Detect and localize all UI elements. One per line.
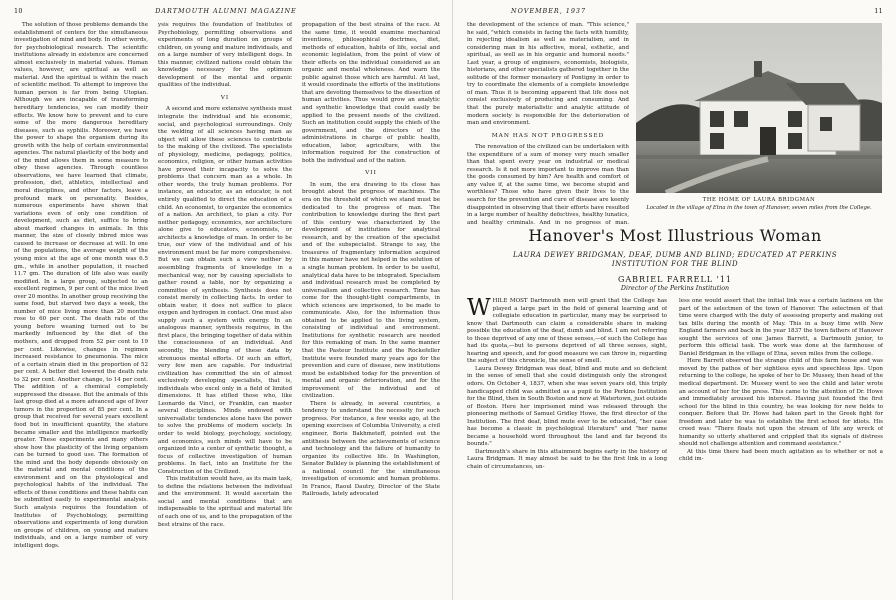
right-column-2 (467, 298, 667, 596)
body-paragraph (679, 449, 883, 464)
paragraph-text: less one would assert that the initial link was a certain laziness on the part of the selectmen of the town of Hanover. The selectmen of that time were charged with the duty of assessing property and making out tax bills during the month of May. This in a busy time with New England farmers and back in the year 1837 the town fathers of Hanover sought the services of one James Barrett, a Dartmouth junior, to perform this official task. The work was done at the farmhouse of Daniel Bridgman in the village of Etna, seven miles from the college. (679, 298, 883, 357)
section-heading: MAN HAS NOT PROGRESSED (491, 132, 605, 139)
paragraph-text: The renovation of the civilized can be undertaken with the expenditure of a sum of money very much smaller than that spent every year on industrial or medical research. Is it not more important to improve man than the goods consumed by him? Are health and comfort of any value if, at the same time, we become stupid and worthless? Those who have given their lives to the search for the prevention and cure of disease are keenly disappointed in observing that their efforts have resulted in a large number of healthy defectives, healthy lunatics, and healthy criminals. And in no progress of man. (467, 144, 629, 226)
body-paragraph (302, 22, 440, 165)
paragraph-text: Dartmouth's share in this attainment begins early in the history of Laura Bridgman. It may almost be said to be the first link in a long chain of circumstances, un- (467, 448, 667, 471)
right-page (452, 0, 896, 600)
paragraph-text: In sum, the era drawing to its close has brought about the progress of machines. The era on the threshold of which we stand must be dedicated to the progress of man. The contribution to knowledge during the first part of this century was characterized by the development of institutions for analytical research, and by the creation of the specialist and of the subspecialist. Strange to say, the treasures of fragmentary information acquired in this manner have not helped in the solution of a single human problem. In order to be useful, analytical data have to be integrated. Specialism and individual research must be completed by universalism and collective research. Time has come for the thought-tight compartments, in which sciences are imprisoned, to be made to communicate. Also, for the information thus obtained to be applied to the living system, consisting of individual and environment. Institutions for synthetic research are needed for this remaking of man. In the same manner that the Pasteur Institute and the Rockefeller Institute were founded many years ago for the prevention and cure of disease, new institutions must be established today for the prevention of mental and organic deterioration, and for the improvement of the individual and of civilization. (302, 181, 440, 400)
paragraph-text: There is already, in several countries, a tendency to understand the necessity for such progress. For instance, a few weeks ago, at the opening exercises of Columbia University, a civil engineer, Boris Bakhmeteff, pointed out the antithesis between the achievements of science and technology and the failure of humanity to organize its collective life. In Washington, Senator Bulkley is planning the establishment of a national council for the simultaneous investigation of economic and human problems. In France, Raoul Dautry, Director of the State Railroads, lately advocated (302, 400, 440, 498)
body-paragraph (679, 298, 883, 358)
body-paragraph (14, 22, 148, 550)
paragraph-text: the development of the science of man. "This science," he said, "which consists in facing the facts with humility, in rejecting idealism as well as materialism, and in considering man in his affective, moral, esthetic, and spiritual, as well as in his organic and humoral needs." Last year, a group of engineers, economists, biologists, historians, and other specialists gathered together in the solitude of the former monastery of Pontigny in order to try to coordinate the elements of a complete knowledge of man. Thus it is becoming apparent that life does not consist exclusively of producing and consuming. And that the purely materialistic and analytic attitude of modern society is responsible for the deterioration of man and environment. (467, 22, 629, 127)
body-paragraph (467, 449, 667, 472)
window (734, 111, 748, 127)
right-column-3 (679, 298, 883, 596)
paragraph-text: A second and more extensive synthesis must integrate the individual and his economic, social, and psychological surroundings. Only the welding of all sciences having man as object will allow these sciences to contribute to the making of the civilized. The specialists of physiology, medicine, pedagogy, politics, economics, religion, or other human activities have proved their incapacity to solve the problems that concern man as a whole. In other words, the truly human problems. For instance, an educator, as an educator, is not entirely qualified to direct the education of a child. An economist, to organize the economics of a nation. An architect, to plan a city. For neither pedagogy, economics, nor architecture alone give to educators, economists, or architects a knowledge of man. In order to be true, our view of the individual and of his environment must be far more comprehensive. But we can obtain such a view neither by assembling fragments of knowledge in a mechanical way, nor by causing specialists to gather round a table, nor by organizing a committee of synthesis. Synthesis does not consist merely in collecting facts. In order to obtain water, it does not suffice to place oxygen and hydrogen in contact. One must also supply such a system with energy. In an analogous manner, synthesis requires, in the first place, the bringing together of data within the consciousness of an individual. And secondly, the blending of these data by strenuous mental efforts. Of such an effort, very few men are capable. For industrial civilization has committed the sin of almost exclusively developing specialists, that is, individuals who excel only in a field of limited dimensions. It has stifled those who, like Leonardo da Vinci, or Franklin, can master several disciplines. Minds endowed with universalistic tendencies alone have the power to solve the problems of modern society. In order to weld biology, psychology, sociology, and economics, such minds will have to be organized into a center of synthetic thought, a focus of collective investigation of human problems. In fact, into an Institute for the Construction of the Civilized. (158, 106, 292, 475)
running-head-title: DARTMOUTH ALUMNI MAGAZINE (155, 7, 297, 15)
paragraph-text: This institution would have, as its main task, to define the relations between the individual and the environment. It would ascertain the social and mental conditions that are indispensable to the spiritual and material life of each one of us, and to the propagation of the best strains of the race. (158, 476, 292, 528)
body-paragraph (467, 22, 629, 128)
left-column-2 (158, 22, 292, 596)
right-column-1 (467, 22, 629, 227)
page-number-right: 11 (874, 7, 883, 15)
photo-caption-title: THE HOME OF LAURA BRIDGMAN (702, 197, 816, 203)
article-subtitle: LAURA DEWEY BRIDGMAN, DEAF, DUMB AND BLIND; EDUCATED AT PERKINS INSTITUTION FOR THE BLIND (512, 251, 838, 269)
bridgman-home-photo (636, 23, 882, 193)
paragraph-text: The solution of those problems demands the establishment of centers for the simultaneous investigation of mind and body. In other words, for psychobiological research. The scientific institutions already in existence are concerned almost exclusively in material values. Human values, however, are spiritual as well as material. And the spiritual is within the reach of scientific method. To attempt to improve the human person is far from being Utopian. Although we are incapable of transforming hereditary tendencies, we can modify their effects. We know how to prevent and to cure some of the more dangerous hereditary diseases, such as syphilis. Moreover, we have the power to shape the organism during its growth with the help of certain environmental agencies. The natural plasticity of the body and of the mind allows them in some measure to obey these agencies. Through countless observations, we have learned that climate, profession, diet, athletics, intellectual and moral disciplines, and other factors, leave a profound mark on personality. Besides, numerous experiments have shown that variations even of only one condition of development, such as diet, suffice to bring about marked changes in animals. In this manner, the size of closely inbred mice was caused to increase or decrease at will. In one of the populations, the average weight of the young mice at the age of one month was 6.5 gm., while in another population, it reached 11.7 gm. The duration of life also was easily modified. In a large group, subjected to an excellent regimen, 9 per cent of the mice lived over 20 months. In another group receiving the same food, but starved two days a week, the number of mice living more than 20 months rose to 60 per cent. The death rate of the young before weaning turned out to be markedly influenced by the diet of the mothers, and dropped from 52 per cent to 19 per cent. Likewise, changes in regimen increased resistance to pneumonia. The mice of a certain strain died in the proportion of 52 per cent. A better diet lowered the death rate to 32 per cent. Another change, to 14 per cent. The addition of a chemical completely suppressed the disease. But the animals of this last group died at a more advanced age of liver tumors in the proportion of 85 per cent. In a group that received for several years excellent food but in insufficient quantity, the stature became smaller and the intelligence markedly greater. These experiments and many others show how the plasticity of the living organism can be turned to good use. The formation of the mind and the body depends obviously on the material and mental conditions of the environment and on the physiological and psychological habits of the individual. The effects of these conditions and these habits can be submitted easily to experimental analysis. Such analysis requires the foundation of Institutes of Psychobiology, permitting observations and experiments of long duration on groups of children, on young and mature individuals, and on a large number of very intelligent dogs. (14, 22, 148, 549)
page-number-left: 10 (14, 7, 23, 15)
paragraph-text: At this time there had been much agitation as to whether or not a child im- (679, 448, 883, 463)
left-column-1 (14, 22, 148, 596)
paragraph-text: Here Barrett observed the strange child of this farm house and was moved by the pathos of her sightless eyes and speechless lips. Upon returning to the college, he spoke of her to Dr. Mussey, then head of the medical department. Dr. Mussey went to see the child and later wrote an account of her for the press. This came to the attention of Dr. Howe and immediately aroused his interest. Having just founded the first school for the blind in this country, he was looking for new fields to conquer. Before that Dr. Howe had taken part in the Greek fight for freedom and later he was to establish the first school for idiots. His creed was: "There floats not upon the stream of life any wreck of humanity so utterly shattered and crippled that its signals of distress should not challenge attention and command assistance." (679, 358, 883, 448)
body-paragraph (158, 106, 292, 476)
body-paragraph (679, 358, 883, 449)
body-paragraph (302, 182, 440, 401)
body-paragraph (158, 22, 292, 90)
body-paragraph (467, 144, 629, 227)
paragraph-text: Laura Dewey Bridgman was deaf, blind and mute and so deficient in the sense of smell that she could distinguish only the strongest odors. On October 4, 1837, when she was seven years old, this triply handicapped child was admitted as a pupil to the Perkins Institution for the Blind, then in South Boston and now at Watertown, just outside of Boston. Here her imprisoned mind was released through the pioneering methods of Samuel Gridley Howe, the first director of the Institution. The first deaf, blind mute ever to be educated, "her case has become a classic in psychological literature" and "her name became a household word throughout the land and far beyond its bounds." (467, 365, 667, 448)
window (788, 111, 802, 127)
section-heading: VI (220, 94, 230, 101)
farmhouse-illustration (636, 23, 882, 193)
body-paragraph (467, 298, 667, 366)
drop-cap: W (467, 298, 491, 321)
author-role: Director of the Perkins Institution (620, 285, 730, 292)
window (788, 133, 802, 149)
body-paragraph (467, 366, 667, 449)
section-heading: VII (365, 170, 377, 177)
paragraph-text: ysis requires the foundation of Institutes of Psychobiology, permitting observations and experiments of long duration on groups of children, on young and mature individuals, and on a large number of very intelligent dogs. In this manner, civilized nations could obtain the knowledge necessary for the optimum development of the mental and organic qualities of the individual. (158, 22, 292, 89)
front-door (760, 127, 776, 155)
paragraph-text: propagation of the best strains of the race. At the same time, it would examine mechanical inventions, philosophical doctrines, diet, methods of education, habits of life, social and economic legislation, from the point of view of their effects on the individual considered as an organic and mental wholeness. And warn the public against those which are harmful. At last, it would coordinate the efforts of the institutions that are devoting themselves to the dissection of human activities. Thus would grow an analytic and synthetic knowledge that could easily be applied to the present needs of the civilized. Such an institution could supply the chiefs of the government, and the directors of the administrations in charge of public health, education, labor, agriculture, with the information required for the construction of both the individual and of the nation. (302, 22, 440, 164)
chimney (754, 61, 762, 77)
paragraph-text: HILE MOST Dartmouth men will grant that the College has played a large part in the field of general learning and of collegiate education in particular, many may be surprised to know that Dartmouth can claim a considerable share in making possible the education of the deaf, dumb and blind. I am not referring to those deprived of any one of these senses,—of such the College has had its quota,—but to persons deprived of all three senses, sight, hearing and speech, and for good measure we can throw in, regarding the subject of this chronicle, the sense of smell. (467, 298, 667, 365)
article-author: GABRIEL FARRELL '11 (618, 275, 732, 284)
left-column-3 (302, 22, 440, 596)
window (710, 133, 724, 149)
body-paragraph (302, 401, 440, 499)
photo-caption: Located in the village of Etna in the town of Hanover, seven miles from the College. (646, 205, 872, 211)
window (710, 111, 724, 127)
window (820, 117, 832, 131)
house-ell (808, 105, 860, 151)
body-paragraph (158, 476, 292, 529)
article-title: Hanover's Most Illustrious Woman (528, 226, 822, 245)
running-head-month: NOVEMBER, 1937 (511, 7, 587, 15)
